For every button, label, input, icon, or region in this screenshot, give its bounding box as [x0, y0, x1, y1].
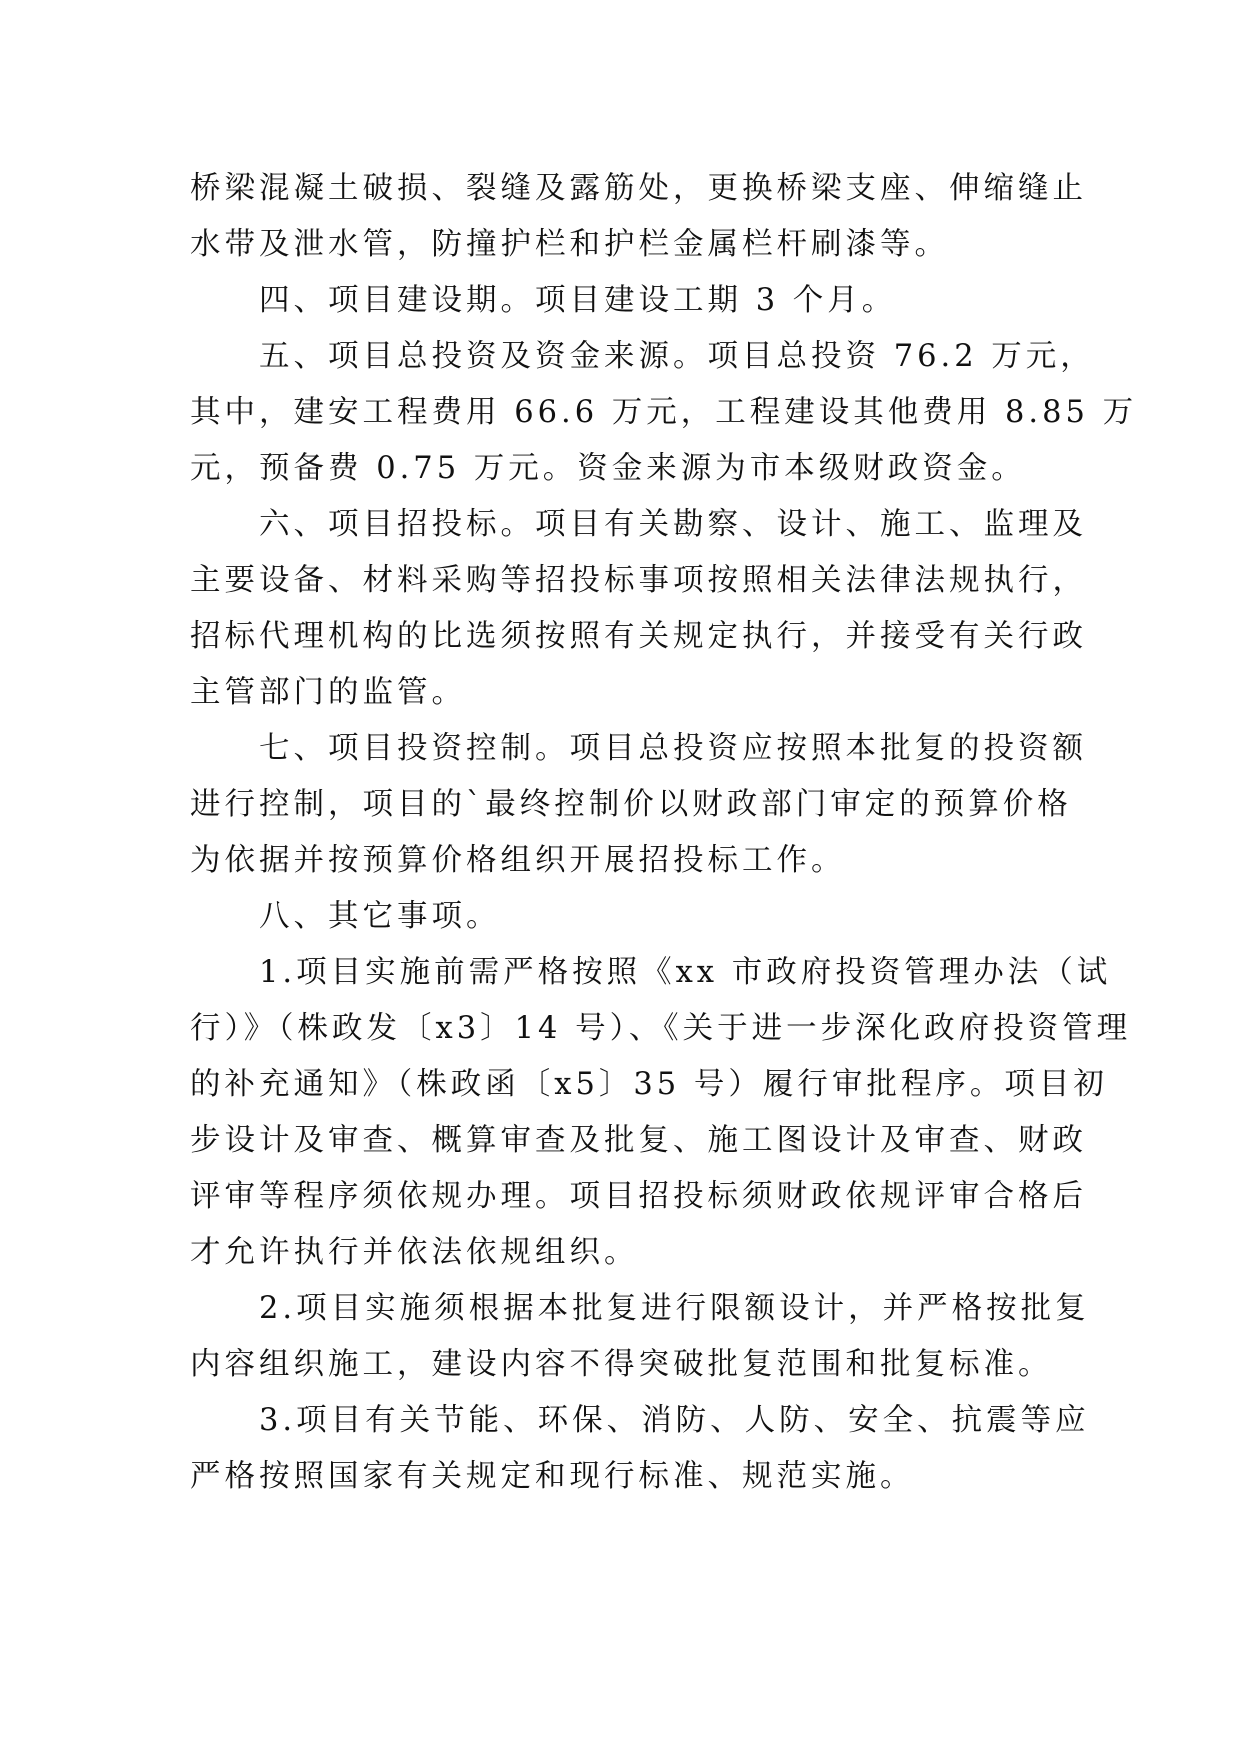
text-line: 内容组织施工，建设内容不得突破批复范围和批复标准。 [190, 1347, 1053, 1382]
paragraph-other-matters [190, 889, 1060, 945]
paragraph-construction-period [190, 273, 1060, 329]
text-line: 2.项目实施须根据本批复进行限额设计，并严格按批复 [190, 1291, 1090, 1326]
document-body [190, 161, 1138, 1505]
text-line: 水带及泄水管，防撞护栏和护栏金属栏杆刷漆等。 [190, 227, 949, 262]
paragraph-bidding [190, 497, 1087, 721]
text-line: 主要设备、材料采购等招投标事项按照相关法律法规执行， [190, 563, 1087, 598]
text-line: 1.项目实施前需严格按照《xx 市政府投资管理办法（试 [190, 955, 1112, 990]
text-line: 元，预备费 0.75 万元。资金来源为市本级财政资金。 [190, 451, 1026, 486]
paragraph-item-3 [190, 1393, 1090, 1505]
text-line: 八、其它事项。 [190, 899, 501, 934]
paragraph-investment-funding [190, 329, 1138, 497]
text-line: 七、项目投资控制。项目总投资应按照本批复的投资额 [190, 731, 1087, 766]
text-line: 步设计及审查、概算审查及批复、施工图设计及审查、财政 [190, 1123, 1087, 1158]
text-line: 才允许执行并依法依规组织。 [190, 1235, 639, 1270]
text-line: 进行控制，项目的`最终控制价以财政部门审定的预算价格 [190, 787, 1072, 822]
text-line: 评审等程序须依规办理。项目招投标须财政依规评审合格后 [190, 1179, 1087, 1214]
paragraph-item-2 [190, 1281, 1090, 1393]
text-line: 桥梁混凝土破损、裂缝及露筋处，更换桥梁支座、伸缩缝止 [190, 171, 1087, 206]
text-line: 六、项目招投标。项目有关勘察、设计、施工、监理及 [190, 507, 1087, 542]
text-line: 严格按照国家有关规定和现行标准、规范实施。 [190, 1459, 915, 1494]
text-line: 为依据并按预算价格组织开展招投标工作。 [190, 843, 846, 878]
text-line: 3.项目有关节能、环保、消防、人防、安全、抗震等应 [190, 1403, 1090, 1438]
paragraph-bridge-repair-continued [190, 161, 1087, 273]
text-line: 四、项目建设期。项目建设工期 3 个月。 [190, 283, 897, 318]
paragraph-investment-control [190, 721, 1087, 889]
text-line: 其中，建安工程费用 66.6 万元，工程建设其他费用 8.85 万 [190, 395, 1138, 430]
text-line: 五、项目总投资及资金来源。项目总投资 76.2 万元， [190, 339, 1095, 374]
paragraph-item-1 [190, 945, 1132, 1281]
text-line: 行）》（株政发〔x3〕14 号）、《关于进一步深化政府投资管理 [190, 1011, 1132, 1046]
text-line: 招标代理机构的比选须按照有关规定执行，并接受有关行政 [190, 619, 1087, 654]
text-line: 的补充通知》（株政函〔x5〕35 号）履行审批程序。项目初 [190, 1067, 1108, 1102]
text-line: 主管部门的监管。 [190, 675, 466, 710]
